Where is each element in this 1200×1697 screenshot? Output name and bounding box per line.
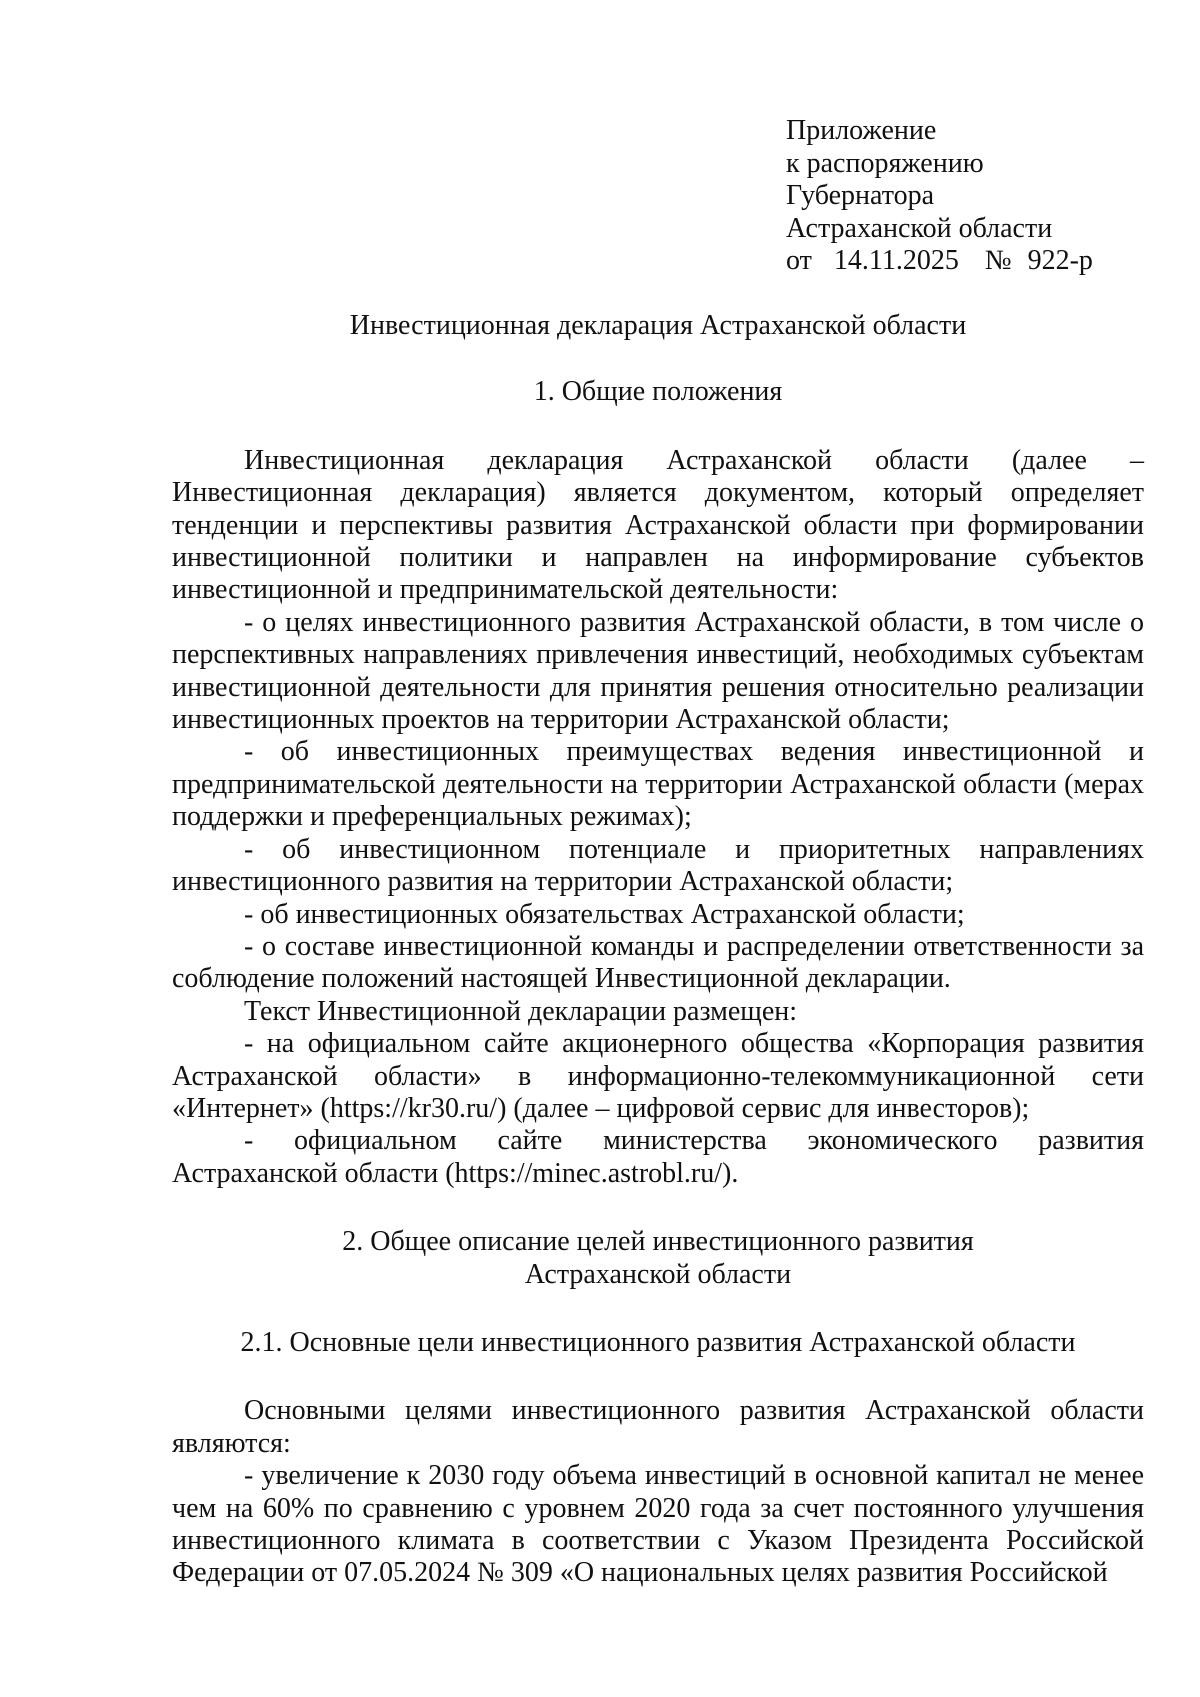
approval-block <box>786 115 1093 278</box>
approval-line-3: Губернатора <box>786 180 935 211</box>
section-2-heading-line-2: Астраханской области <box>524 1258 792 1290</box>
section-2-list-item: - увеличение к 2030 году объема инвестиций в основной капитал не менее чем на 60% по сравнению с уровнем 2020 года за счет постоянного улучшения инвестиционного климата в соответствии с Указом Президента Российской Федерации от 07.05.2024 № 309 «О национальных целях развития Российской <box>172 1460 1144 1589</box>
section-2-1-heading: 2.1. Основные цели инвестиционного развития Астраханской области <box>240 1326 1076 1358</box>
section-2-heading <box>172 1226 1144 1291</box>
approval-date: 14.11.2025 <box>833 245 959 276</box>
section-1-paragraph: Текст Инвестиционной декларации размещен: <box>244 995 798 1027</box>
approval-date-line <box>786 245 1093 278</box>
document-title: Инвестиционная декларация Астраханской области <box>349 310 967 341</box>
number-sign: № <box>984 245 1012 276</box>
approval-line-2: к распоряжению <box>786 147 984 179</box>
section-1-list-item: - об инвестиционных обязательствах Астраханской области; <box>244 898 965 930</box>
approval-number: 922-р <box>1027 245 1093 276</box>
section-1-list-item: - о целях инвестиционного развития Астраханской области, в том числе о перспективных направлениях привлечения инвестиций, необходимых субъектам инвестиционной деятельности для принятия решения относительно реализации инвестиционных проектов на территории Астраханской области; <box>172 606 1144 736</box>
section-1-list-item: - на официальном сайте акционерного общества «Корпорация развития Астраханской области» в информационно-телекоммуникационной сети «Интернет» (https://kr30.ru/) (далее – цифровой сервис для инвесторов); <box>172 1028 1144 1124</box>
approval-line-1: Приложение <box>786 115 937 146</box>
section-1-list-item: - официальном сайте министерства экономического развития Астраханской области (https://minec.astrobl.ru/). <box>172 1125 1144 1189</box>
section-2-paragraph: Основными целями инвестиционного развития Астраханской области являются: <box>172 1395 1144 1459</box>
section-1-list-item: - об инвестиционном потенциале и приоритетных направлениях инвестиционного развития на территории Астраханской области; <box>172 833 1144 898</box>
date-prefix: от <box>786 245 812 276</box>
section-2-heading-line-1: 2. Общее описание целей инвестиционного развития <box>342 1226 974 1258</box>
section-1-list-item: - об инвестиционных преимуществах ведения инвестиционной и предпринимательской деятельности на территории Астраханской области (мерах поддержки и преференциальных режимах); <box>172 736 1144 833</box>
section-1-paragraph: Инвестиционная декларация Астраханской области (далее – Инвестиционная декларация) является документом, который определяет тенденции и перспективы развития Астраханской области при формировании инвестиционной политики и направлен на информирование субъектов инвестиционной и предпринимательской деятельности: <box>172 444 1144 606</box>
document-body <box>172 310 1144 1590</box>
section-1-list-item: - о составе инвестиционной команды и распределении ответственности за соблюдение положений настоящей Инвестиционной декларации. <box>172 930 1144 995</box>
section-1-heading: 1. Общие положения <box>533 376 783 408</box>
approval-line-4: Астраханской области <box>786 212 1053 244</box>
